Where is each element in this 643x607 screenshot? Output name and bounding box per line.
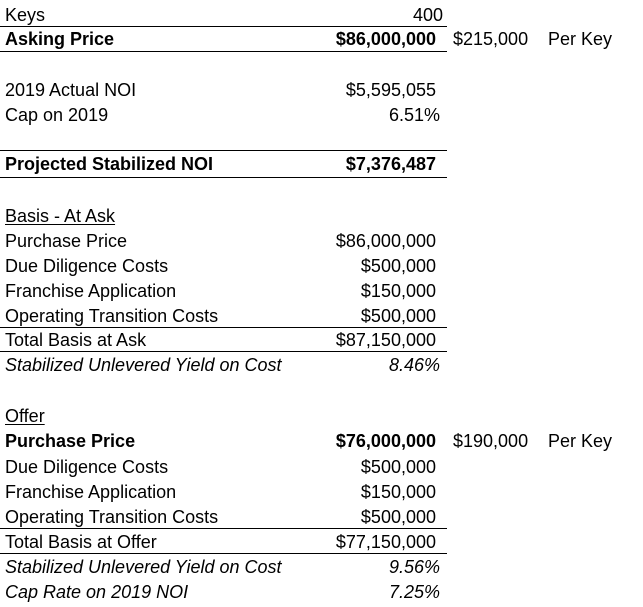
offer-operating-label: Operating Transition Costs [5,507,219,527]
rule-basis-yield [0,351,447,352]
row-basis-total [0,328,643,352]
cap-2019-value: 6.51% [388,105,440,125]
row-basis-operating [0,304,643,328]
row-basis-due-diligence [0,254,643,278]
asking-price-value: $86,000,000 [335,29,436,49]
basis-franchise-value: $150,000 [360,281,436,301]
offer-per-key-label: Per Key [548,431,613,451]
row-offer-per-key [0,429,643,453]
offer-due-diligence-label: Due Diligence Costs [5,457,169,477]
offer-per-key-amount: $190,000 [453,431,529,451]
projected-noi-label: Projected Stabilized NOI [5,154,214,174]
row-offer-heading [0,404,643,428]
row-cap-2019 [0,103,643,127]
offer-purchase-value: $76,000,000 [335,431,436,451]
offer-franchise-label: Franchise Application [5,482,177,502]
offer-yield-value: 9.56% [388,557,440,577]
offer-cap-rate-label: Cap Rate on 2019 NOI [5,582,189,602]
basis-purchase-value: $86,000,000 [335,231,436,251]
rule-projected-top [0,150,447,151]
offer-purchase-label: Purchase Price [5,431,136,451]
basis-yield-label: Stabilized Unlevered Yield on Cost [5,355,282,375]
row-basis-yield [0,353,643,377]
basis-franchise-label: Franchise Application [5,281,177,301]
asking-per-key-label: Per Key [548,29,613,49]
row-actual-noi [0,78,643,102]
row-basis-purchase [0,229,643,253]
row-offer-franchise [0,480,643,504]
rule-offer-total [0,528,447,529]
row-offer-cap-rate [0,580,643,604]
offer-total-label: Total Basis at Offer [5,532,157,552]
row-offer-yield [0,555,643,579]
rule-asking-price [0,51,447,52]
keys-label: Keys [5,5,46,25]
row-offer-total [0,530,643,554]
cap-2019-label: Cap on 2019 [5,105,109,125]
offer-yield-label: Stabilized Unlevered Yield on Cost [5,557,282,577]
row-projected-noi [0,152,643,176]
basis-purchase-label: Purchase Price [5,231,128,251]
offer-due-diligence-value: $500,000 [360,457,436,477]
rule-offer-yield [0,553,447,554]
basis-operating-label: Operating Transition Costs [5,306,219,326]
row-basis-heading [0,204,643,228]
basis-due-diligence-value: $500,000 [360,256,436,276]
basis-heading: Basis - At Ask [5,206,116,226]
asking-price-label: Asking Price [5,29,115,49]
basis-yield-value: 8.46% [388,355,440,375]
projected-noi-value: $7,376,487 [345,154,436,174]
row-offer-due-diligence [0,455,643,479]
actual-noi-label: 2019 Actual NOI [5,80,137,100]
basis-total-label: Total Basis at Ask [5,330,147,350]
asking-per-key-amount: $215,000 [453,29,529,49]
offer-heading: Offer [5,406,45,426]
row-basis-franchise [0,279,643,303]
basis-operating-value: $500,000 [360,306,436,326]
offer-total-value: $77,150,000 [335,532,436,552]
basis-total-value: $87,150,000 [335,330,436,350]
basis-due-diligence-label: Due Diligence Costs [5,256,169,276]
row-keys [0,3,643,27]
rule-projected-bottom [0,177,447,178]
keys-value: 400 [412,5,443,25]
actual-noi-value: $5,595,055 [345,80,436,100]
row-offer-operating [0,505,643,529]
row-asking-per-key [0,27,643,51]
offer-franchise-value: $150,000 [360,482,436,502]
offer-operating-value: $500,000 [360,507,436,527]
offer-cap-rate-value: 7.25% [388,582,440,602]
